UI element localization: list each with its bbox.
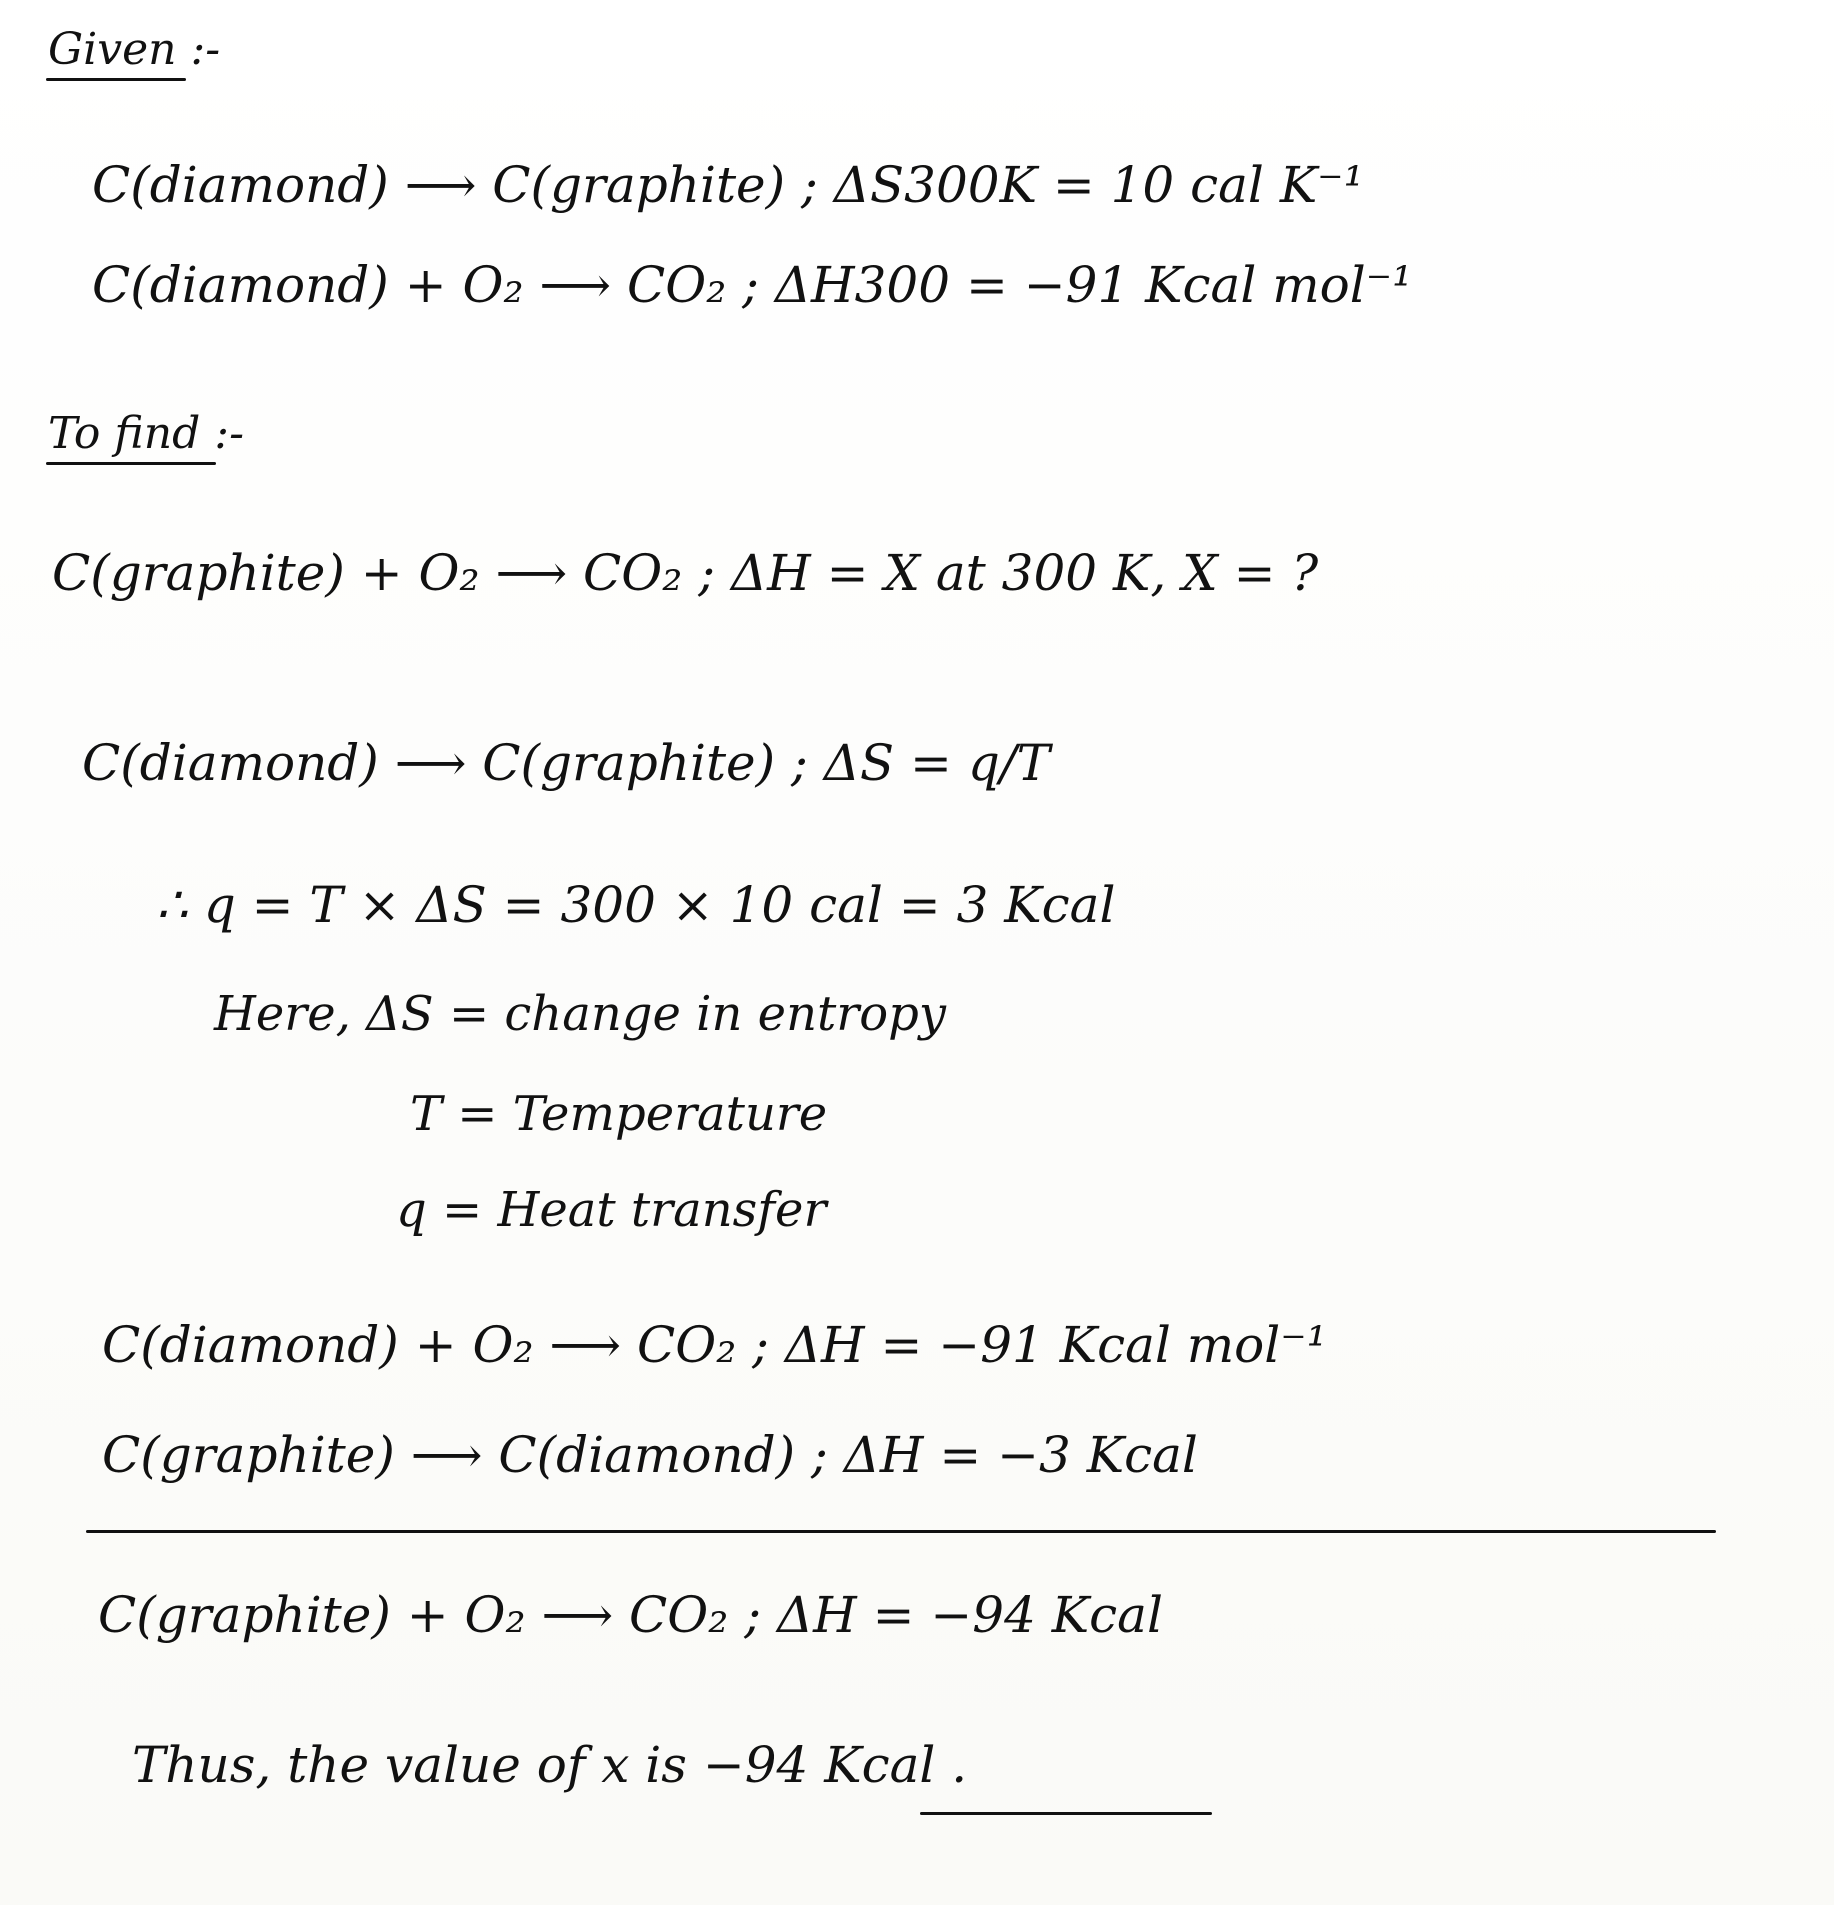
- given-heading-underline: [46, 78, 186, 81]
- sum-equation-1: C(diamond) + O₂ ⟶ CO₂ ; ΔH = −91 Kcal mol⁻¹: [102, 1316, 1327, 1374]
- given-equation-1: C(diamond) ⟶ C(graphite) ; ΔS300K = 10 cal K⁻¹: [92, 156, 1364, 214]
- given-heading: Given :-: [48, 24, 221, 75]
- to-find-equation: C(graphite) + O₂ ⟶ CO₂ ; ΔH = X at 300 K, X = ?: [52, 544, 1319, 602]
- definition-heat-transfer: q = Heat transfer: [396, 1182, 827, 1238]
- sum-equation-2: C(graphite) ⟶ C(diamond) ; ΔH = −3 Kcal: [102, 1426, 1198, 1484]
- definition-entropy: Here, ΔS = change in entropy: [214, 986, 946, 1042]
- work-equation-2: ∴ q = T × ΔS = 300 × 10 cal = 3 Kcal: [156, 876, 1116, 934]
- summation-rule: [86, 1530, 1716, 1533]
- to-find-heading: To find :-: [48, 408, 244, 459]
- to-find-heading-underline: [46, 462, 216, 465]
- conclusion-text: Thus, the value of x is −94 Kcal .: [132, 1736, 968, 1794]
- result-equation: C(graphite) + O₂ ⟶ CO₂ ; ΔH = −94 Kcal: [98, 1586, 1163, 1644]
- given-equation-2: C(diamond) + O₂ ⟶ CO₂ ; ΔH300 = −91 Kcal mol⁻¹: [92, 256, 1413, 314]
- work-equation-1: C(diamond) ⟶ C(graphite) ; ΔS = q/T: [82, 734, 1051, 792]
- conclusion-answer-underline: [920, 1812, 1212, 1815]
- definition-temperature: T = Temperature: [410, 1086, 828, 1142]
